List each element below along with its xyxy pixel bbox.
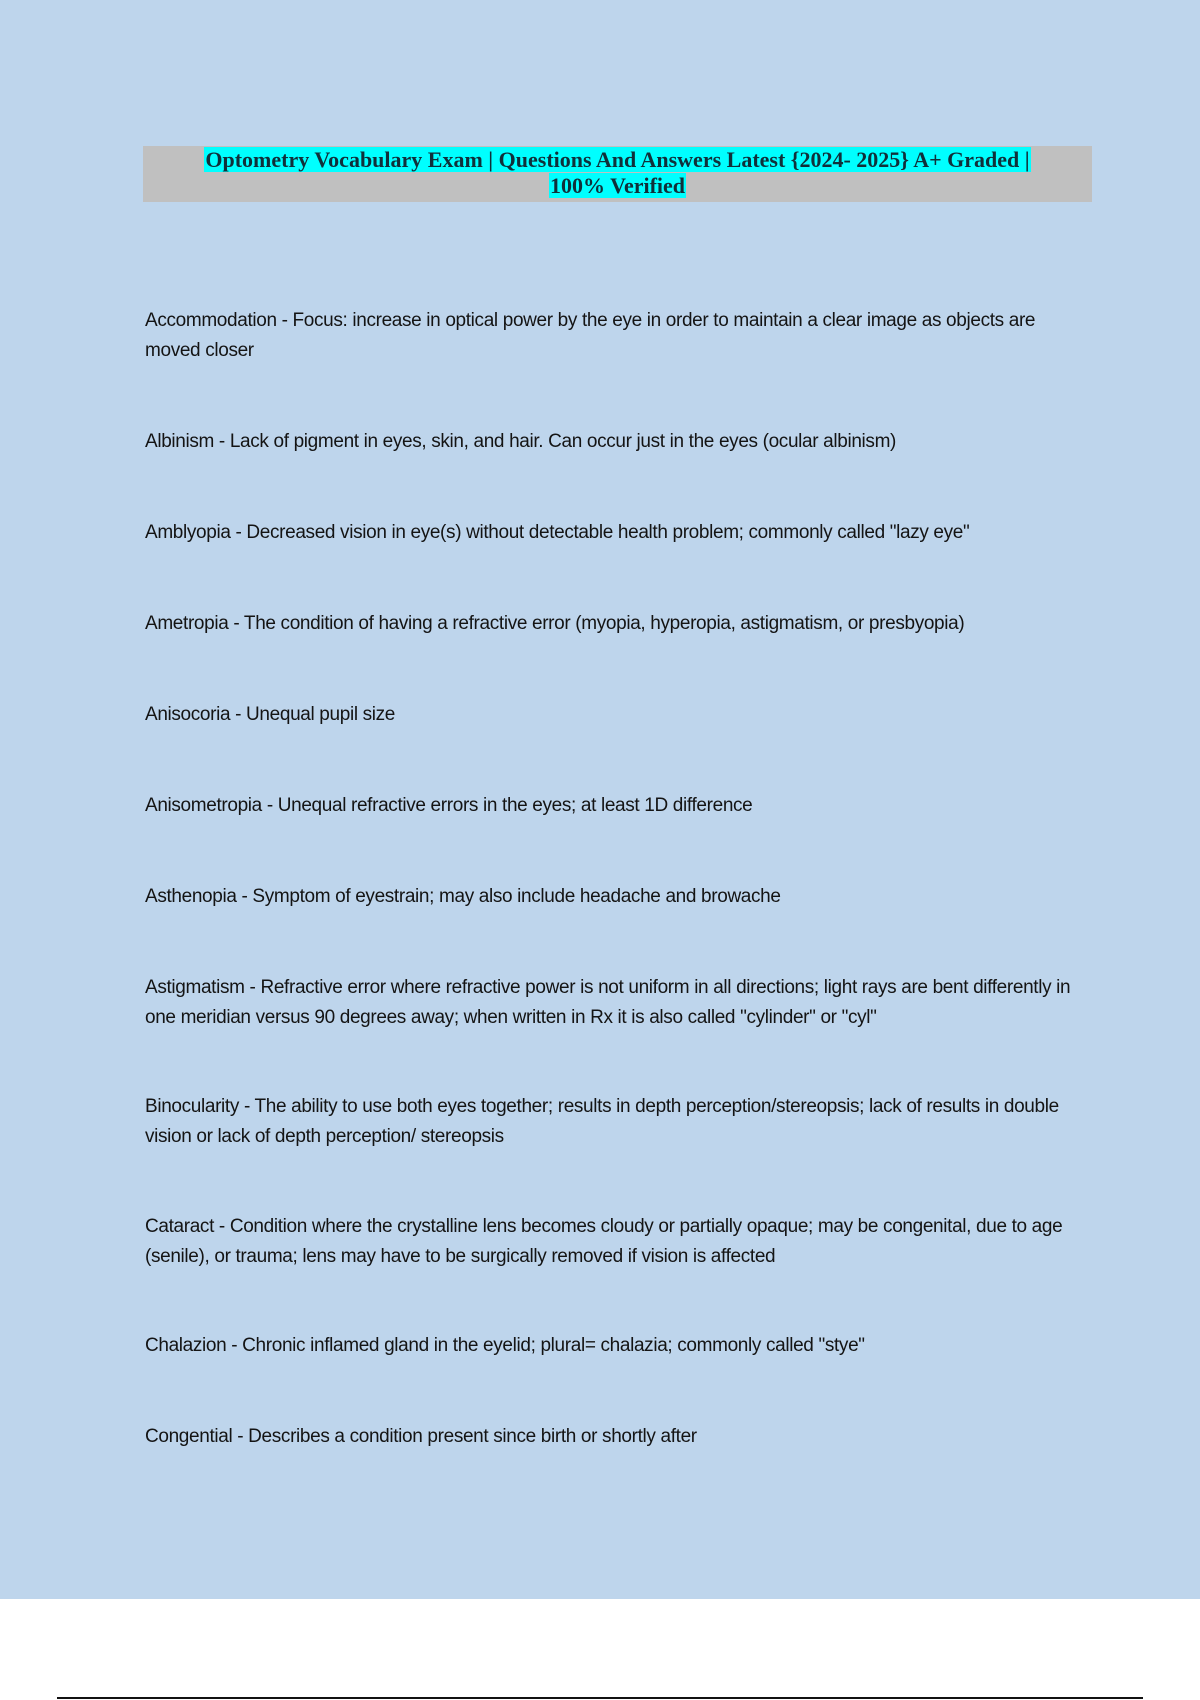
vocab-entry-cataract: Cataract - Condition where the crystalline lens becomes cloudy or partially opaque; may be congenital, due to age (senile), or trauma; lens may have to be surgically removed if vision is affected: [145, 1216, 1063, 1267]
vocab-entry-amblyopia: Amblyopia - Decreased vision in eye(s) without detectable health problem; commonly called "lazy eye": [145, 522, 970, 543]
vocab-entry-anisometropia: Anisometropia - Unequal refractive errors in the eyes; at least 1D difference: [145, 795, 753, 816]
title-line-2: 100% Verified: [549, 173, 686, 198]
vocab-entry-congential: Congential - Describes a condition present since birth or shortly after: [145, 1426, 697, 1447]
vocab-entry-astigmatism: Astigmatism - Refractive error where refractive power is not uniform in all directions; light rays are bent differently in one meridian versus 90 degrees away; when written in Rx it is also called "cylinder" or "cyl": [145, 977, 1071, 1028]
vocab-entry-anisocoria: Anisocoria - Unequal pupil size: [145, 704, 396, 725]
vocab-entry-chalazion: Chalazion - Chronic inflamed gland in the eyelid; plural= chalazia; commonly called "stye": [145, 1335, 865, 1356]
footer-divider: [57, 1697, 1143, 1699]
vocab-entry-asthenopia: Asthenopia - Symptom of eyestrain; may also include headache and browache: [145, 886, 781, 907]
vocab-entry-accommodation: Accommodation - Focus: increase in optical power by the eye in order to maintain a clear image as objects are moved closer: [145, 310, 1036, 361]
title-line-1: Optometry Vocabulary Exam | Questions And Answers Latest {2024- 2025} A+ Graded |: [205, 147, 1030, 172]
vocab-entry-albinism: Albinism - Lack of pigment in eyes, skin, and hair. Can occur just in the eyes (ocular albinism): [145, 431, 897, 452]
vocab-entry-binocularity: Binocularity - The ability to use both eyes together; results in depth perception/stereopsis; lack of results in double vision or lack of depth perception/ stereopsis: [145, 1096, 1059, 1147]
vocab-entry-ametropia: Ametropia - The condition of having a refractive error (myopia, hyperopia, astigmatism, or presbyopia): [145, 613, 965, 634]
document-title: [143, 146, 1092, 202]
